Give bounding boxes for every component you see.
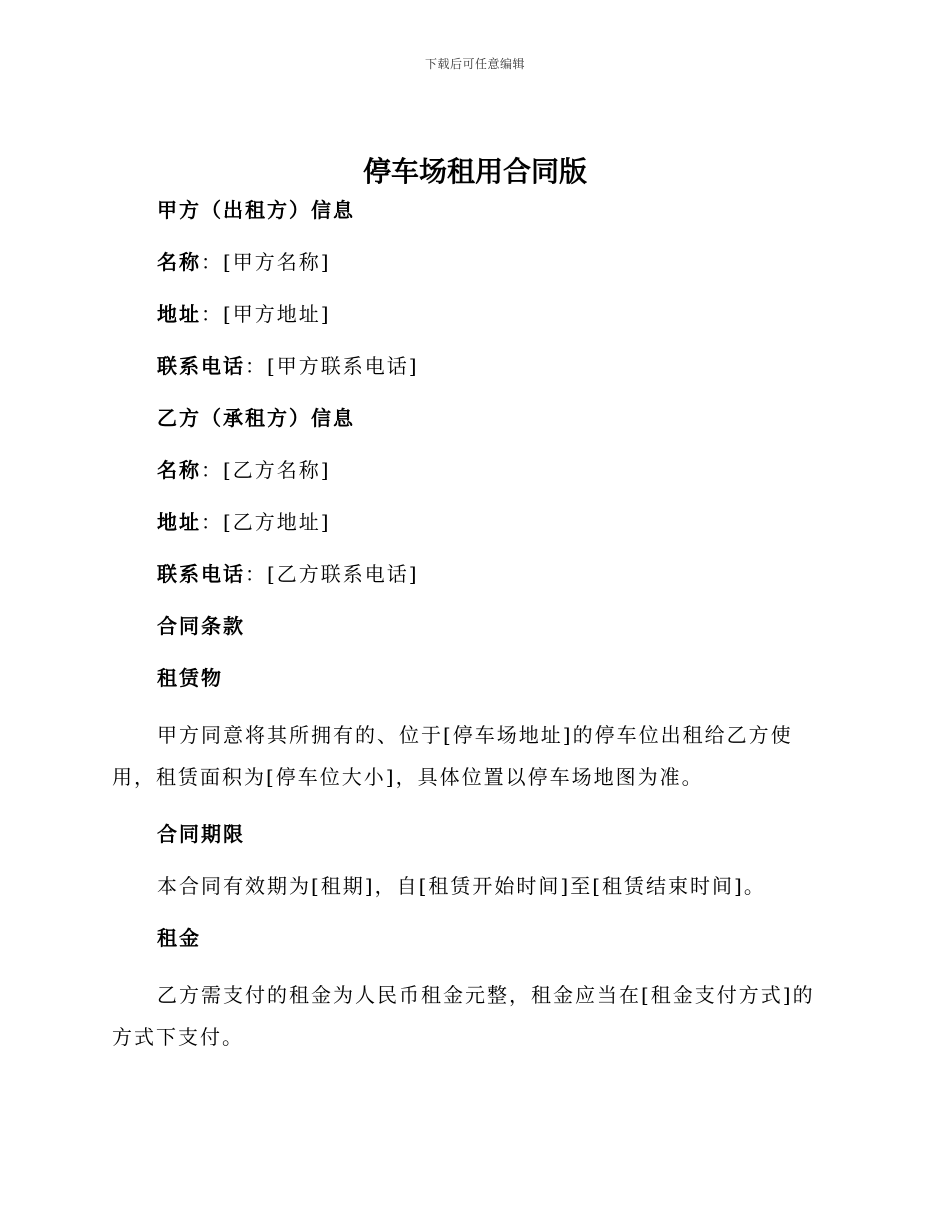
term-text: 本合同有效期为[租期]，自[租赁开始时间]至[租赁结束时间]。: [157, 874, 766, 898]
party-a-address-value: [甲方地址]: [223, 302, 331, 326]
rent-text: 乙方需支付的租金为人民币租金元整，租金应当在[租金支付方式]的方式下支付。: [112, 983, 815, 1049]
party-a-name-line: [112, 246, 832, 298]
lease-object-heading: 租赁物: [157, 666, 223, 690]
party-a-name-label: 名称: [157, 250, 201, 274]
party-a-name-value: [甲方名称]: [223, 250, 331, 274]
party-a-phone-label: 联系电话: [157, 354, 245, 378]
party-a-phone-value: [甲方联系电话]: [267, 354, 419, 378]
party-b-name-line: [112, 454, 832, 506]
separator: ：: [201, 250, 223, 274]
party-b-name-label: 名称: [157, 458, 201, 482]
separator: ：: [201, 458, 223, 482]
party-b-address-label: 地址: [157, 510, 201, 534]
contract-body: [112, 194, 832, 1078]
separator: ：: [245, 562, 267, 586]
page-title: 停车场租用合同版: [362, 155, 587, 188]
party-b-phone-line: [112, 558, 832, 610]
party-a-phone-line: [112, 350, 832, 402]
header-note: 下载后可任意编辑: [424, 57, 525, 71]
party-b-phone-label: 联系电话: [157, 562, 245, 586]
party-b-phone-value: [乙方联系电话]: [267, 562, 419, 586]
separator: ：: [245, 354, 267, 378]
party-b-name-value: [乙方名称]: [223, 458, 331, 482]
party-a-heading: 甲方（出租方）信息: [157, 198, 355, 222]
party-a-address-label: 地址: [157, 302, 201, 326]
rent-heading: 租金: [157, 926, 201, 950]
party-b-address-value: [乙方地址]: [223, 510, 331, 534]
terms-heading: 合同条款: [157, 614, 245, 638]
separator: ：: [201, 302, 223, 326]
party-a-address-line: [112, 298, 832, 350]
party-b-heading: 乙方（承租方）信息: [157, 406, 355, 430]
separator: ：: [201, 510, 223, 534]
party-b-address-line: [112, 506, 832, 558]
term-heading: 合同期限: [157, 822, 245, 846]
lease-object-text: 甲方同意将其所拥有的、位于[停车场地址]的停车位出租给乙方使用，租赁面积为[停车位大小]，具体位置以停车场地图为准。: [112, 723, 793, 789]
